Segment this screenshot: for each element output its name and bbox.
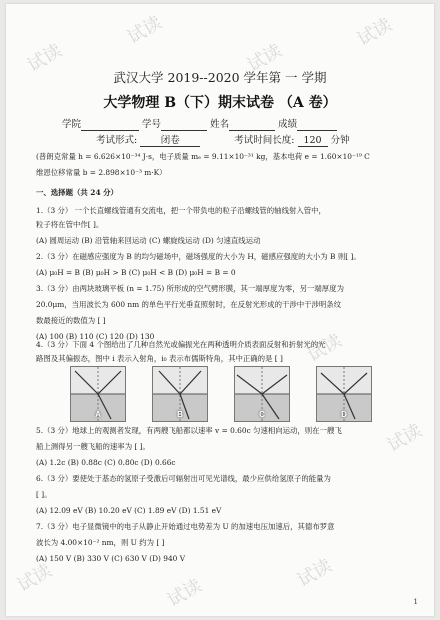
question-5-options: (A) 1.2c (B) 0.88c (C) 0.80c (D) 0.66c (36, 458, 176, 467)
figure-b (152, 366, 208, 422)
watermark: 试读 (123, 12, 166, 49)
page-number: 1 (413, 598, 418, 606)
question-5: 5.（3 分）地球上的观测者发现，有两艘飞船都以速率 v = 0.60c 匀速相向运动，则在一艘飞 (36, 426, 342, 435)
figure-label: A (95, 410, 101, 419)
exam-term-title: 武汉大学 2019--2020 学年第 一 学期 (113, 70, 327, 85)
exam-time-label: 考试时间长度: (234, 135, 295, 146)
score-label: 成绩 (278, 119, 298, 130)
question-1-options: (A) 圆周运动 (B) 沿管轴来回运动 (C) 螺旋线运动 (D) 匀速直线运动 (36, 236, 261, 245)
question-3-cont: 20.0μm，当用波长为 600 nm 的单色平行光垂直照射时，在反射光形成的干涉中干涉明条纹 (36, 300, 342, 309)
section-heading: 一、选择题（共 24 分） (36, 188, 118, 197)
figure-label: C (259, 410, 265, 419)
watermark: 试读 (353, 14, 396, 51)
constants-line: 维恩位移常量 b = 2.898×10⁻³ m·K） (36, 168, 167, 177)
polarization-figures (70, 366, 370, 420)
question-1: 1.（3 分） 一个长直螺线管通有交流电，把一个带负电的粒子沿螺线管的轴线射入管中， (36, 206, 326, 215)
question-6-options: (A) 12.09 eV (B) 10.20 eV (C) 1.89 eV (D) 1.51 eV (36, 506, 222, 515)
watermark: 试读 (163, 575, 206, 612)
exam-page (6, 4, 434, 616)
watermark: 试读 (13, 560, 56, 597)
question-5-cont: 船上测得另一艘飞船的速率为 [ ]。 (36, 442, 150, 451)
question-2-options: (A) μ₀H = B (B) μ₀H > B (C) μ₀H < B (D) μ₀H = B = 0 (36, 268, 236, 277)
figure-c (234, 366, 290, 422)
exam-form-label: 考试形式: (96, 135, 138, 146)
question-7-cont: 波长为 4.00×10⁻² nm，则 U 约为 [ ] (36, 538, 165, 547)
watermark: 试读 (303, 330, 346, 367)
exam-time-unit: 分钟 (330, 135, 350, 146)
question-6: 6.（3 分）要使处于基态的氢原子受激后可辐射出可见光谱线，最少应供给氢原子的能量为 (36, 474, 331, 483)
question-1-cont: 粒子将在管中作[ ]。 (36, 220, 104, 229)
question-3-options: (A) 100 (B) 110 (C) 120 (D) 130 (36, 332, 155, 341)
student-id-label: 学号 (142, 119, 162, 130)
question-3-cont: 数最接近的数值为 [ ] (36, 316, 106, 325)
watermark: 试读 (243, 40, 286, 77)
constants-line: (普朗克常量 h = 6.626×10⁻³⁴ J·s，电子质量 mₑ = 9.11×10⁻³¹ kg，基本电荷 e = 1.60×10⁻¹⁹ C (36, 152, 370, 161)
question-7-options: (A) 150 V (B) 330 V (C) 630 V (D) 940 V (36, 554, 186, 563)
watermark: 试读 (23, 40, 66, 77)
college-label: 学院 (62, 119, 82, 130)
question-3: 3.（3 分）由两块玻璃平板 (n = 1.75) 所形成的空气劈形膜，其一端厚度为零，另一端厚度为 (36, 284, 344, 293)
exam-paper-title: 大学物理 B（下）期末试卷 （A 卷） (103, 95, 337, 111)
exam-form-value: 闭卷 (140, 132, 200, 147)
question-4-cont: 路图及其偏振态，图中 i 表示入射角，i₀ 表示布儒斯特角，其中正确的是 [ ] (36, 354, 283, 363)
figure-label: D (341, 410, 347, 419)
exam-time-value: 120 (298, 135, 328, 147)
exam-form-row (96, 132, 350, 147)
figure-label: B (177, 410, 183, 419)
question-6-cont: [ ]。 (36, 490, 52, 499)
figure-a (70, 366, 126, 422)
watermark: 试读 (293, 555, 336, 592)
figure-d (316, 366, 372, 422)
watermark: 试读 (383, 420, 426, 457)
question-7: 7.（3 分）电子显微镜中的电子从静止开始通过电势差为 U 的加速电压加速后，其德布罗意 (36, 522, 335, 531)
student-info-row (62, 116, 337, 131)
question-2: 2.（3 分）在磁感应强度为 B 的均匀磁场中，磁场强度的大小为 H，磁感应强度的大小为 B 则[ ]。 (36, 252, 361, 261)
question-4: 4.（3 分）下面 4 个图给出了几种自然光或偏振光在两种透明介质表面反射和折射光的光 (36, 340, 326, 349)
name-label: 姓名 (210, 119, 230, 130)
